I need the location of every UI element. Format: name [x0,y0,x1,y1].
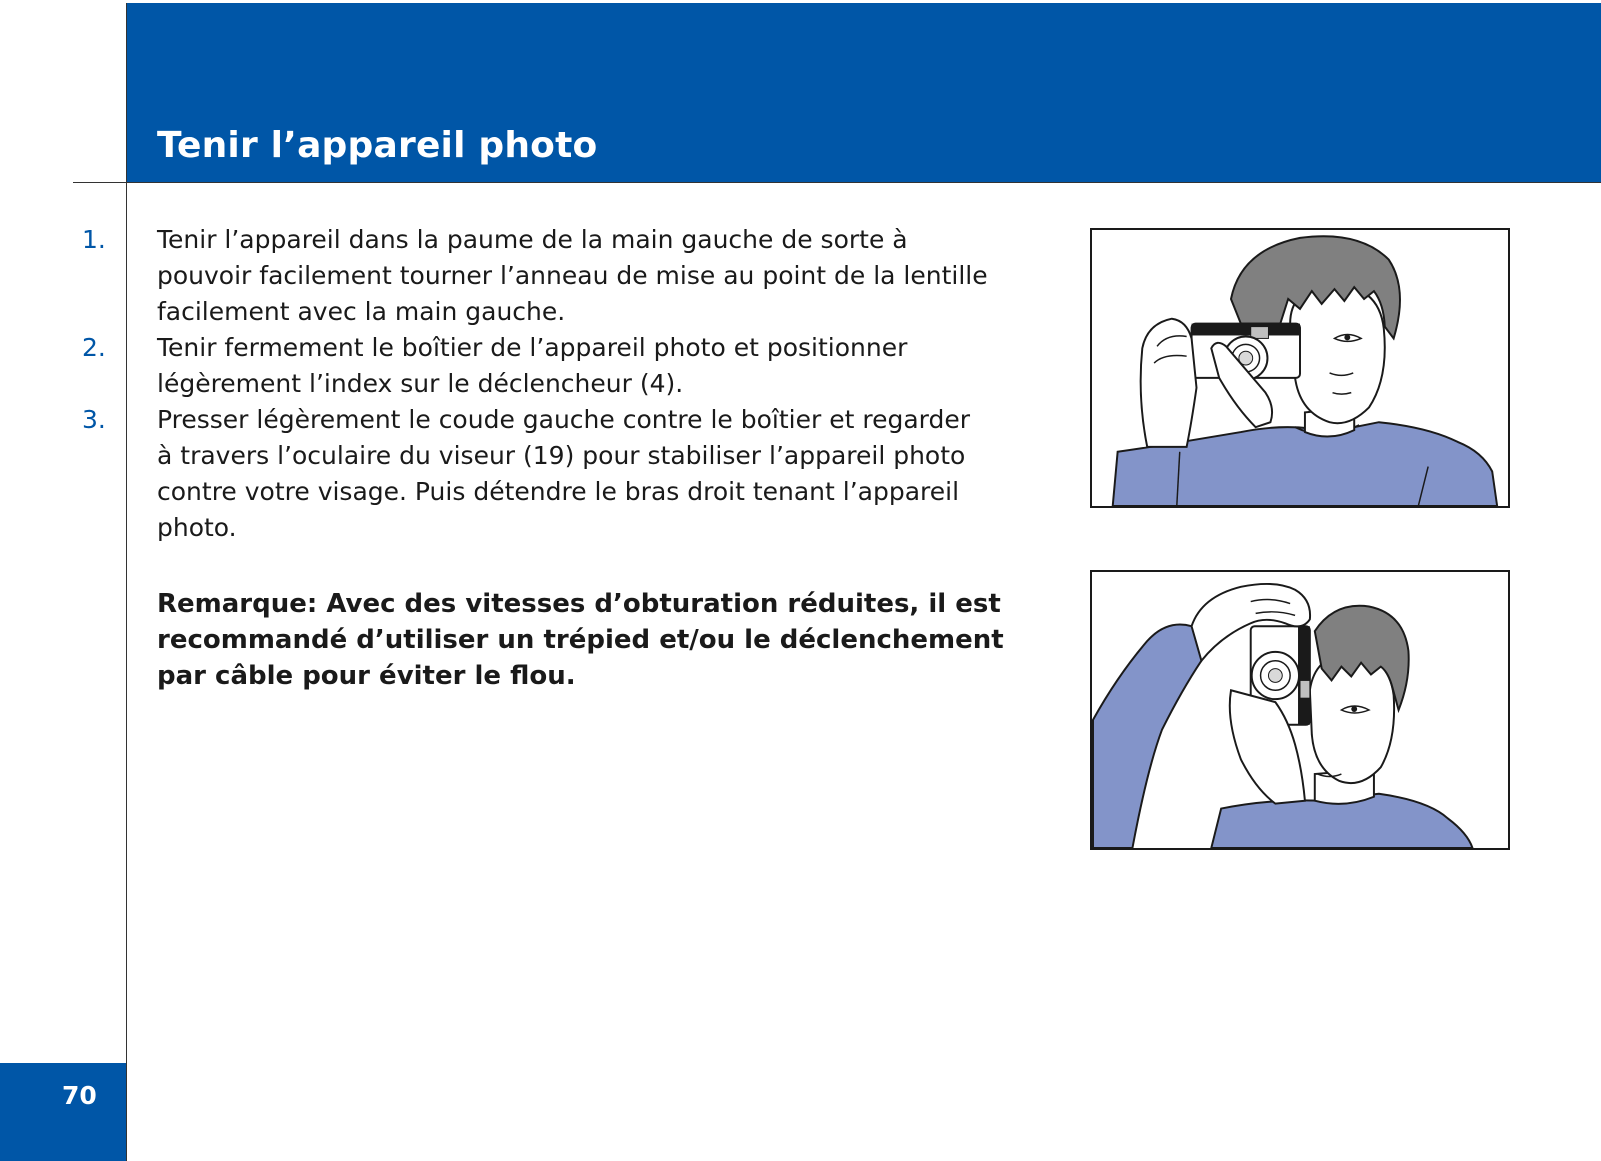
margin-divider [126,3,127,1161]
step-text: Presser légèrement le coude gauche contre le boîtier et regarder à travers l’oculaire du viseur (19) pour stabiliser l’appareil photo contre votre visage. Puis détendre le bras droit tenant l’appareil photo. [157,405,971,542]
page-number-box [0,1063,126,1161]
illustration-vertical-grip [1090,570,1510,850]
step-text: Tenir l’appareil dans la paume de la main gauche de sorte à pouvoir facilement tourner l’anneau de mise au point de la lentille facilement avec la main gauche. [157,225,988,326]
illustration-horizontal-grip [1090,228,1510,508]
page-number: 70 [62,1081,97,1110]
step-text: Tenir fermement le boîtier de l’appareil photo et positionner légèrement l’index sur le déclencheur (4). [157,333,908,398]
note-remark: Remarque: Avec des vitesses d’obturation réduites, il est recommandé d’utiliser un trépied et/ou le déclenchement par câble pour éviter le flou. [157,589,1004,691]
instruction-step-2 [0,330,1020,402]
vertical-grip-drawing [1092,572,1508,848]
instruction-step-3 [0,402,1020,546]
step-number: 1. [82,225,106,254]
horizontal-grip-drawing [1092,230,1508,506]
instruction-step-1 [0,222,1020,330]
step-number: 2. [82,333,106,362]
page-title: Tenir l’appareil photo [157,125,598,166]
step-number: 3. [82,405,106,434]
header-divider [73,182,1601,183]
instruction-list [0,222,1020,546]
